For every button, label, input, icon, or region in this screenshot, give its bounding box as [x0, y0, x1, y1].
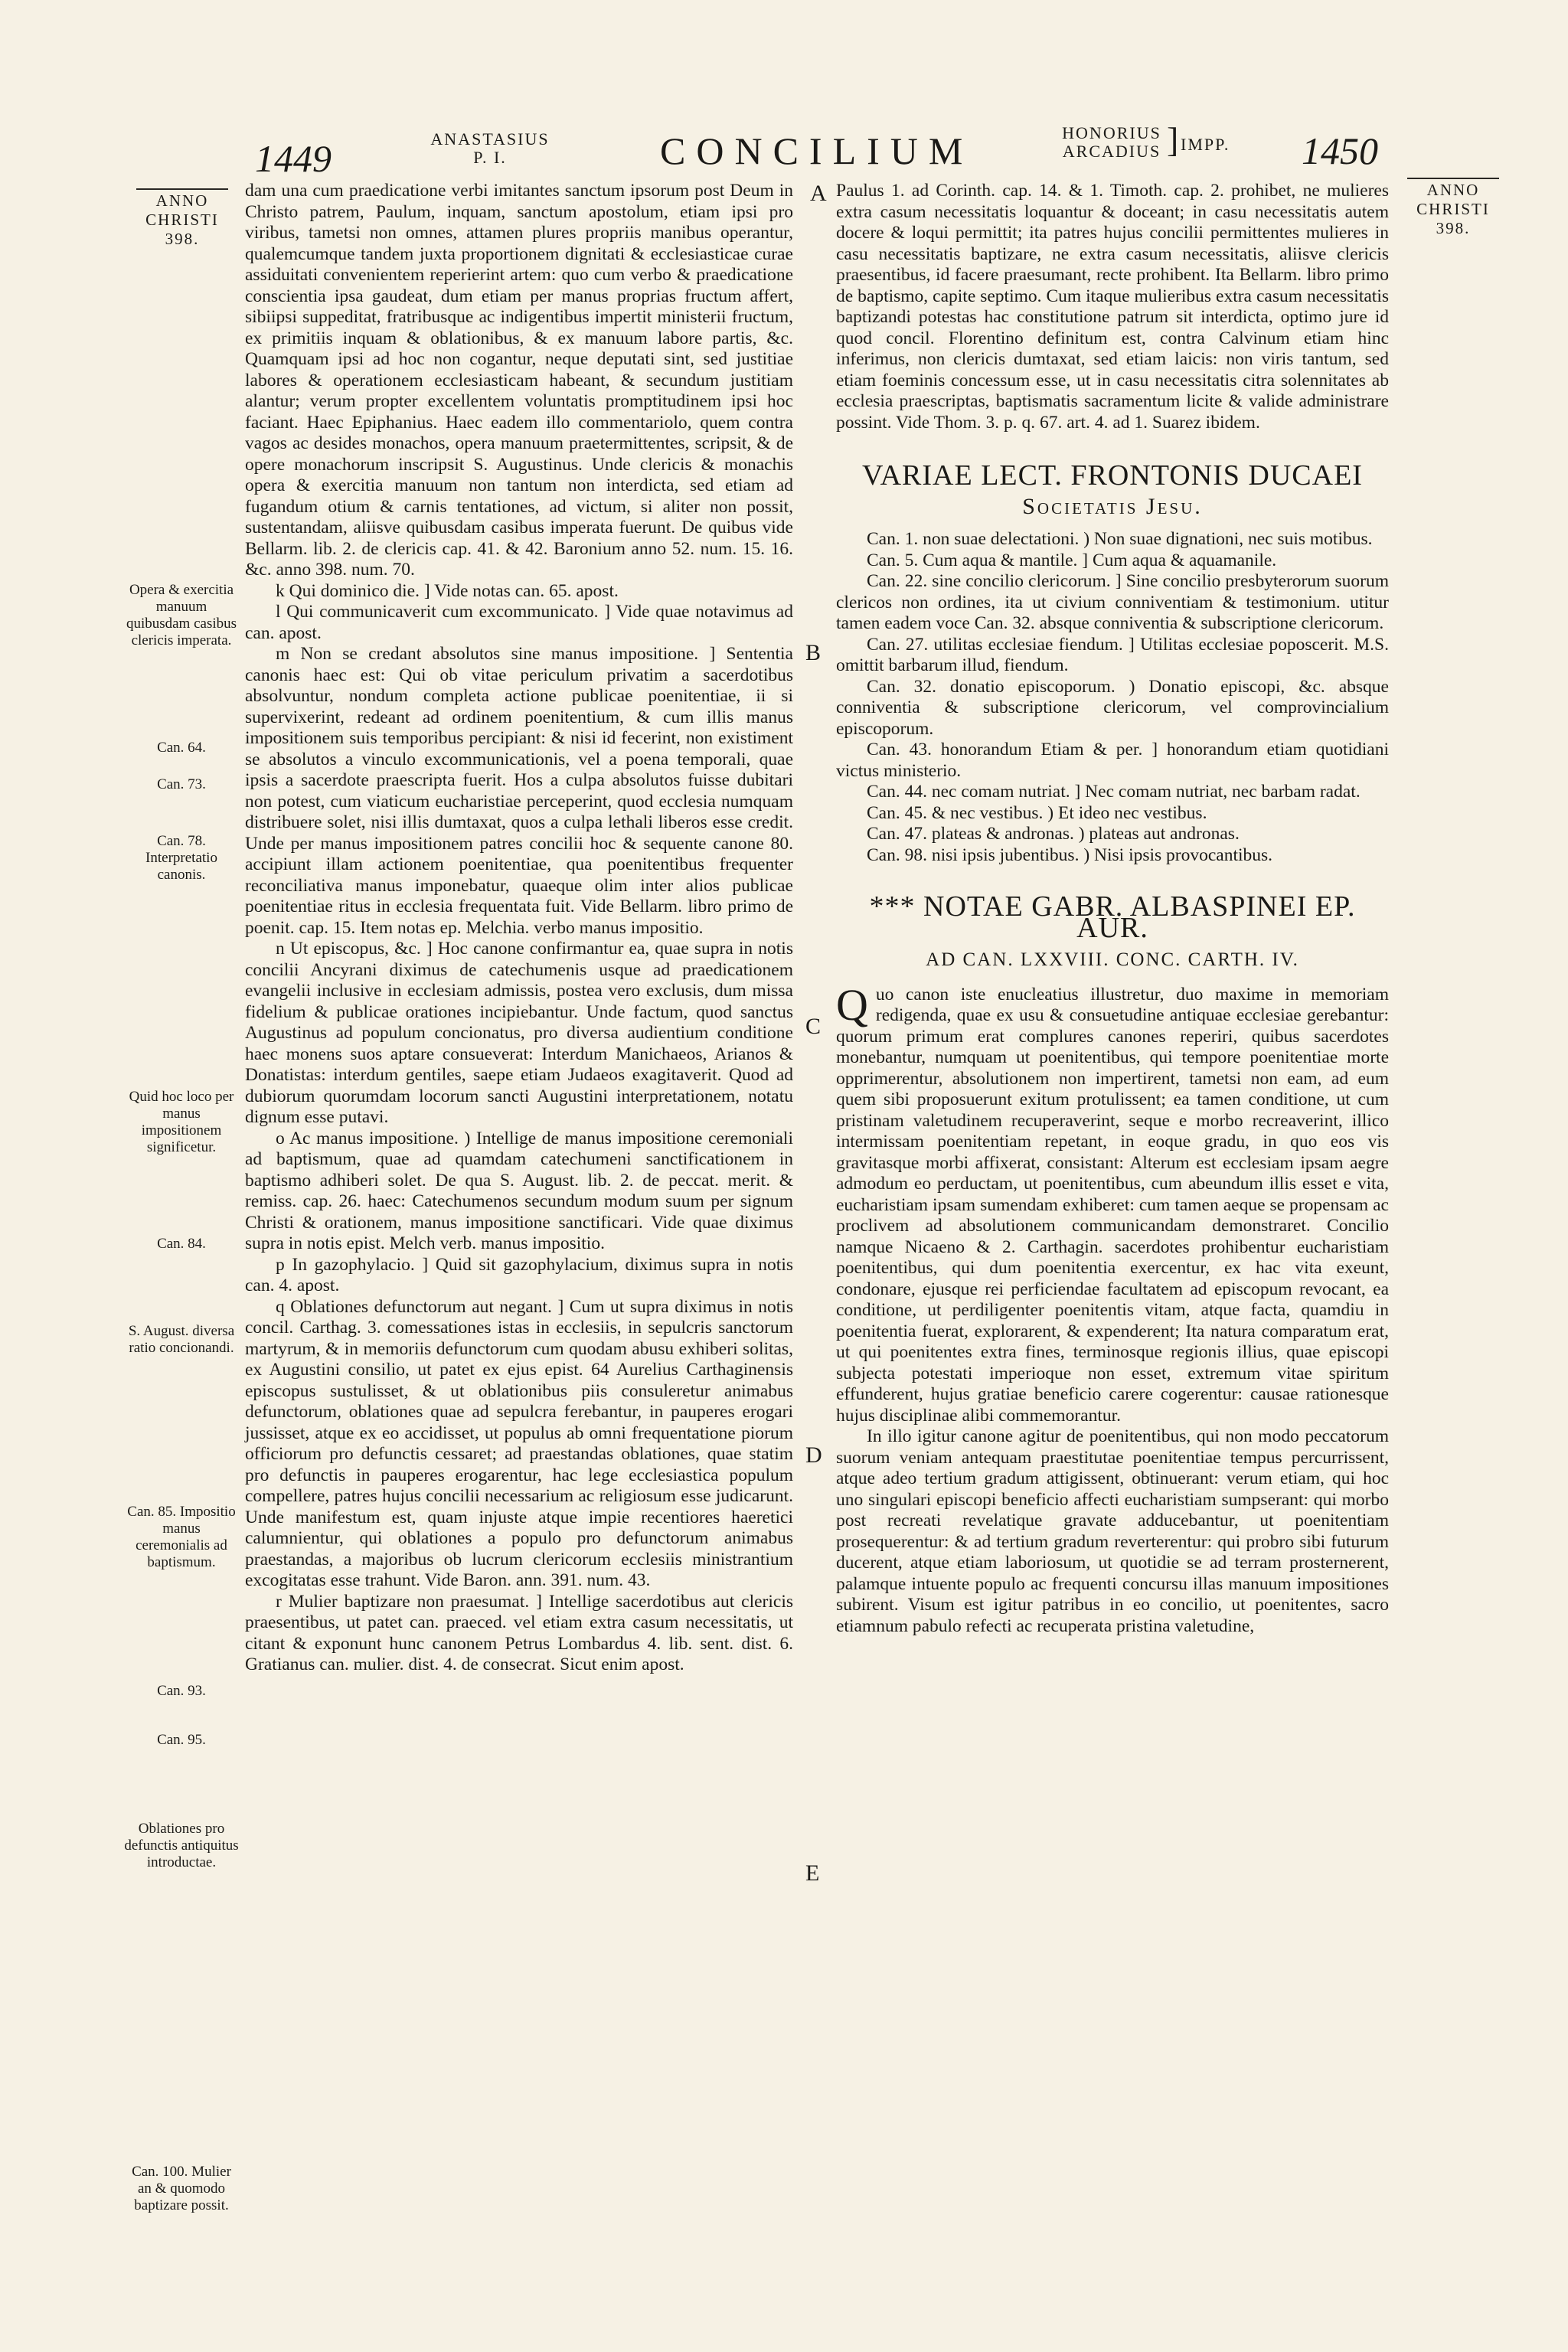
- margin-note: Can. 95.: [157, 1732, 206, 1748]
- variant-reading: Can. 47. plateas & andronas. ) plateas aut andronas.: [867, 824, 1240, 844]
- variant-reading: Can. 43. honorandum Etiam & per. ] honorandum etiam quotidiani victus ministerio.: [836, 740, 1389, 781]
- margin-note: Oblationes pro defunctis antiquitus introductae.: [124, 1821, 239, 1870]
- variant-reading: Can. 98. nisi ipsis jubentibus. ) Nisi ipsis provocantibus.: [867, 844, 1273, 865]
- running-title: CONCILIUM: [660, 129, 974, 172]
- anno-word: ANNO: [155, 191, 209, 210]
- note-k: k Qui dominico die. ] Vide notas can. 65. apost.: [276, 580, 619, 601]
- notae-heading: *** NOTAE GABR. ALBASPINEI EP. AUR.: [869, 890, 1356, 944]
- emperor-2: ARCADIUS: [1062, 142, 1161, 161]
- section-marker-b: B: [805, 640, 822, 665]
- margin-note: Quid hoc loco per manus impositionem significetur.: [129, 1089, 234, 1155]
- body-paragraph: dam una cum praedicatione verbi imitantes sanctum ipsorum post Deum in Christo patrem, Paulum, inquam, sanctum apostolum, etiam ipsi pro viribus, tametsi non omnes, attamen plures propriis manibus operantur, qualemcumque tandem juxta proportionem dignitati & ecclesiasticae curae assiduitati convenientem reperierint artem: quo cum verbo & praedicatione conscientia ipsa gaudeat, dum etiam per manus proprias fructum affert, sibiipsi suppeditat, fratribusque ac indigentibus impertit ministerii fructum, ex primitiis inquam & oblationibus, & ex manuum labore partis, &c. Quamquam ipsi ad hoc non cogantur, neque deputati sint, sed justitiae labores & operationem ecclesiasticam habeant, & secundum justitiam alantur; verum propter excellentem voluntatis promptitudinem ipsi hoc faciant. Haec Epiphanius. Haec eadem illo commentariolo, quem contra vagos ac desides monachos, opera manuum praetermittentes, scripsit, & de opere monachorum inscripsit S. Augustinus. Unde clericis & monachis opera & exercitia manuum non tantum non interdicta, sed etiam ad fugandum otium & carnis tentationes, ad victum, si aliter non possit, sustentandam, aliisve quibusdam casibus imperata fuerunt. De quibus vide Bellarm. lib. 2. de clericis cap. 41. & 42. Baronium anno 52. num. 15. 16. &c. anno 398. num. 70.: [245, 181, 793, 580]
- note-m: m Non se credant absolutos sine manus impositione. ] Sententia canonis haec est: Qui ob vitae periculum privatim a sacerdotibus absolvuntur, nondum completa actione publicae poenitentiae, ii si supervixerint, redeant ad ordinem poenitentium, & cum illis manus impositionem suis temporibus percipiant: & nisi id fecerint, non existiment se absolutos a vinculo excommunicationis, vel a poena temporali, quae ipsis a sacerdote praescripta fuerit. Hos a culpa absolutos fuisse dubitari non potest, cum viaticum eucharistiae perceperint, quod ecclesia numquam distribuere solet, nisi illis dumtaxat, quos a culpa lethali liberos esse credit. Unde per manus impositionem patres concilii hoc & sequente canone 80. accipiunt illam actionem poenitentiae, qua poenitentibus frequenter reconciliativa manus imponebatur, quaeque olim inter alios publicae poenitentiae ritus in ecclesia frequentata fuit. Vide Bellarm. libro primo de poenit. cap. 15. Item notas ep. Melchia. verbo manus impositio.: [245, 644, 793, 938]
- section-marker-e: E: [805, 1860, 820, 1886]
- right-page-number: 1450: [1302, 129, 1378, 172]
- anno-left: [129, 188, 236, 249]
- margin-note: Opera & exercitia manuum quibusdam casibus clericis imperata.: [126, 582, 237, 648]
- section-marker-c: C: [805, 1014, 822, 1039]
- margin-note: Can. 78. Interpretatio canonis.: [145, 833, 217, 883]
- anno-right: [1400, 178, 1507, 238]
- margin-note: Can. 100. Mulier an & quomodo baptizare possit.: [132, 2164, 231, 2213]
- margin-note: Can. 85. Impositio manus ceremonialis ad baptismum.: [127, 1504, 236, 1570]
- notae-paragraph: [836, 979, 1389, 1427]
- section-marker-a: A: [810, 181, 827, 206]
- right-column: [836, 181, 1389, 1637]
- left-column: [245, 181, 793, 1676]
- variae-subheading: Societatis Jesu.: [1022, 493, 1203, 519]
- note-p: p In gazophylacio. ] Quid sit gazophylacium, diximus supra in notis can. 4. apost.: [245, 1254, 793, 1295]
- section-marker-d: D: [805, 1442, 822, 1468]
- variant-reading: Can. 44. nec comam nutriat. ] Nec comam nutriat, nec barbam radat.: [867, 782, 1361, 802]
- notae-paragraph: In illo igitur canone agitur de poenitentibus, qui non modo peccatorum suorum veniam antequam praestitutae poenitentiae tempus percurrissent, atque adeo tertium gradum attigissent, obtinuerant: verum etiam, qui hoc uno singulari episcopi beneficio affecti eucharistiam sumpserant: qui morbo post recreati revelatique gravate adducebantur, ut poenitentiam prosequerentur: & ad tertium gradum reverterentur: qui probro sibi futurum ducerent, atque etiam laboriosum, ut quotidie se ad terram prosternerent, palamque intuente populo ac frequenti concursu illas manuum impositiones subirent. Visum est igitur patribus in eo concilio, ut poenitentes, sacro etiamnum pabulo refecti ac recuperata pristina valetudine,: [836, 1426, 1389, 1636]
- header-left-pope: [413, 130, 567, 167]
- note-n: n Ut episcopus, &c. ] Hoc canone confirmantur ea, quae supra in notis concilii Ancyrani diximus de catechumenis usque ad praedicationem evangelii inclusive in ecclesiam admissis, postea vero exclusis, dum missa fidelium & publicae orationes incipiebantur. Unde factum, quod sanctus Augustinus ad populum concionatus, pro diversa audientium conditione haec monens suos aptare consueverat: Interdum Manichaeos, Arianos & Donatistas: interdum gentiles, saepe etiam Judaeos exagitaverit. Quod ad dubiorum quorumdam locorum sancti Augustini interpretationem, notatu dignum esse putavi.: [245, 939, 793, 1127]
- variant-reading: Can. 5. Cum aqua & mantile. ] Cum aqua & aquamanile.: [867, 550, 1277, 570]
- note-q: q Oblationes defunctorum aut negant. ] Cum ut supra diximus in notis concil. Carthag. 3. comessationes istas in ecclesiis, in sepulcris sanctorum martyrum, & in memoriis defunctorum cum quodam abusu exhiberi solitas, ex Augustini consilio, ut patet ex ejus epist. 64 Aurelius Carthaginensis episcopus sustulisset, & ut oblationibus piis consuleretur animabus defunctorum, oblationes quae ad sepulcra ferebantur, in pauperes erogari jussisset, atque ex eo accidisset, ut populus ab omni frequentatione piorum officiorum pro defunctis cessaret; ad praestandas oblationes, quae statim pro defunctis in pauperes erogarentur, hac lege ecclesiastica populum compellere, patres hujus concilii necessarium ac religiosum esse judicarunt. Unde manifestum est, quam injuste atque impie recentiores haeretici calumnientur, qui oblationes a populo pro defunctorum animabus praestandas, a majoribus ob lucrum clericorum ecclesiis ministrantium excogitatas esse trahunt. Vide Baron. ann. 391. num. 43.: [245, 1296, 793, 1590]
- margin-note: S. August. diversa ratio concionandi.: [128, 1323, 235, 1356]
- anno-rule: [1407, 178, 1499, 179]
- variant-reading: Can. 1. non suae delectationi. ) Non suae dignationi, nec suis motibus.: [867, 529, 1373, 549]
- variant-reading: Can. 22. sine concilio clericorum. ] Sine concilio presbyterorum suorum clericos non ordines, ita ut civium conniventiam & testimonium. utitur tamen eadem voce Can. 32. absque conniventia & subscriptione clericorum.: [836, 571, 1389, 633]
- notae-subheading: AD CAN. LXXVIII. CONC. CARTH. IV.: [926, 949, 1299, 970]
- anno-word: CHRISTI: [1416, 200, 1490, 218]
- variant-reading: Can. 27. utilitas ecclesiae fiendum. ] Utilitas ecclesiae poposcerit. M.S. omittit barbarum illud, fiendum.: [836, 634, 1389, 675]
- notae-paragraph-text: uo canon iste enucleatius illustretur, duo maxime in memoriam redigenda, quae ex usu & consuetudine antiquae ecclesiae gerebantur: quorum primum erat complures canones reperiri, quibus sacerdotes monebantur, numquam ut poenitentibus, qui tempore poenitentiae morte opprimerentur, absolutionem non impertirent, tametsi non eam, ad eum quem sibi proposuerunt exitum protulissent; ea tamen conditione, ut cum pristinam valetudinem recuperaverint, seque e morbo recreaverint, illico intermissam poenitentiam repetant, in eoque gradu, in quo eos vis gravitasque morbi affixerat, consistant: Alterum est ecclesiam ipsam aegre admodum eo perductam, ut poenitentibus, cum abeundum illis esset e vita, eucharistiam ipsam sumendam exhiberet: cum tamen aeque se propensam ac proclivem ad absolutionem communicandam demonstraret. Concilio namque Nicaeno & 2. Carthagin. sacerdotes prohibentur eucharistiam poenitentibus, qui dum poenitentia exercentur, ex hac vita exeunt, condonare, ejusque rei perficiendae facultatem ad episcopum revocant, ea conditione, ut perdiligenter poenitentis vitam, atque facta, quamdiu in poenitentia fuerat, explorarent, & expenderent; Ita natura comparatum erat, ut qui poenitentes extra fines, terminosque regionis illius, quae episcopi subjecta potestati imperioque non esset, extremum vitae spiritum effunderent, hujus gratiae beneficio carere cogerentur: causae rationesque hujus disciplinae alibi commemorantur.: [836, 984, 1389, 1426]
- variae-heading: VARIAE LECT. FRONTONIS DUCAEI: [862, 459, 1363, 492]
- margin-note: Can. 84.: [157, 1236, 206, 1252]
- pope-number: P. I.: [473, 148, 507, 167]
- header-right-emperors: [1055, 124, 1168, 161]
- left-page-number: 1449: [255, 137, 332, 180]
- note-o: o Ac manus impositione. ) Intellige de manus impositione ceremoniali ad baptismum, quae ad quamdam catechumeni sanctificationem in baptismo adhiberi solet. De qua S. August. lib. 2. de peccat. merit. & remiss. cap. 26. haec: Catechumenos secundum modum suum per signum Christi & orationem, manus impositione sanctificari. Vide quae diximus supra in notis epist. Melch verb. manus impositio.: [245, 1128, 793, 1253]
- body-paragraph: Paulus 1. ad Corinth. cap. 14. & 1. Timoth. cap. 2. prohibet, ne mulieres extra casum necessitatis loquantur & doceant; in casu necessitatis autem docere & loqui permittit; ita patres hujus concilii permittentes mulieres in casu necessitatis baptizare, ne extra casum necessitatis, aliisve clericis praesentibus, id facere praesumant, recte prohibent. Ita Bellarm. libro primo de baptismo, capite septimo. Cum itaque mulieribus extra casum necessitatis baptizandi potestas hac constitutione patrum sit interdicta, optimo jure id quod concil. Florentino definitum est, contra Calvinum etiam hinc inferimus, non clericis dumtaxat, sed etiam laicis: non viris tantum, sed etiam foeminis concessum esse, ut in casu necessitatis citra solennitates ab ecclesia praescriptas, baptismatis sacramentum licite & valide administrare possint. Vide Thom. 3. p. q. 67. art. 4. ad 1. Suarez ibidem.: [836, 181, 1389, 433]
- pope-name: ANASTASIUS: [430, 129, 550, 149]
- anno-rule: [136, 188, 228, 190]
- anno-word: CHRISTI: [145, 211, 219, 229]
- note-l: l Qui communicaverit cum excommunicato. ] Vide quae notavimus ad can. apost.: [245, 602, 793, 643]
- anno-year: 398.: [1436, 219, 1471, 237]
- note-r: r Mulier baptizare non praesumat. ] Intellige sacerdotibus aut clericis praesentibus, ut patet can. praeced. vel etiam extra casum necessitatis, ut citant & exponunt hunc canonem Petrus Lombardus 4. lib. sent. dist. 6. Gratianus can. mulier. dist. 4. de consecrat. Sicut enim apost.: [245, 1591, 793, 1674]
- header-impp: IMPP.: [1181, 135, 1230, 154]
- emperor-1: HONORIUS: [1062, 123, 1161, 142]
- variant-reading: Can. 45. & nec vestibus. ) Et ideo nec vestibus.: [867, 802, 1207, 823]
- drop-cap: Q: [836, 979, 868, 1030]
- variant-reading: Can. 32. donatio episcoporum. ) Donatio episcopi, &c. absque conniventia & subscriptione clericorum, vel comprovincialium episcoporum.: [836, 676, 1389, 739]
- header-brace: ]: [1167, 120, 1179, 159]
- margin-note: Can. 73.: [157, 776, 206, 792]
- margin-note: Can. 93.: [157, 1683, 206, 1699]
- anno-word: ANNO: [1426, 181, 1480, 199]
- margin-note: Can. 64.: [157, 740, 206, 756]
- anno-year: 398.: [165, 230, 200, 248]
